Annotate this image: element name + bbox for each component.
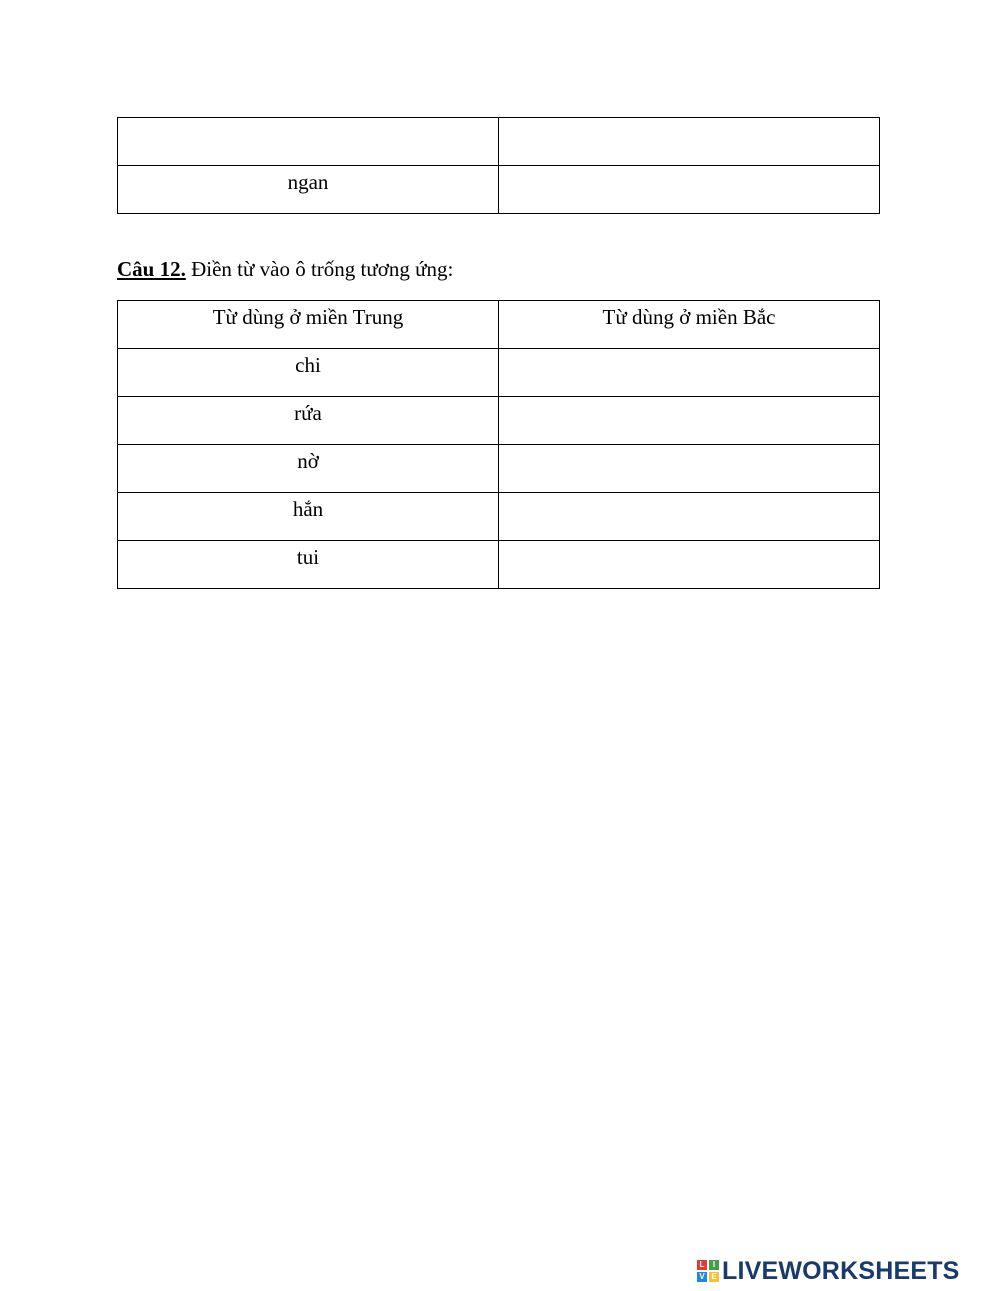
logo-wordmark: LIVEWORKSHEETS [722, 1257, 960, 1285]
logo-mark-letter: I [709, 1260, 719, 1270]
question-number: Câu 12. [117, 257, 186, 281]
top-answer-table [117, 117, 880, 214]
dialect-word-table [117, 300, 880, 589]
answer-cell[interactable] [499, 493, 880, 541]
table-row [118, 397, 880, 445]
table-row [118, 349, 880, 397]
table-row [118, 445, 880, 493]
logo-mark-letter: L [697, 1260, 707, 1270]
logo-mark-letter: E [709, 1272, 719, 1282]
question-prompt [117, 255, 453, 283]
question-text: Điền từ vào ô trống tương ứng: [185, 257, 454, 281]
logo-mark-icon [697, 1260, 719, 1282]
column-header-northern: Từ dùng ở miền Bắc [499, 301, 880, 349]
table-row [118, 541, 880, 589]
column-header-central: Từ dùng ở miền Trung [118, 301, 499, 349]
answer-cell[interactable] [499, 445, 880, 493]
liveworksheets-logo [697, 1256, 960, 1286]
answer-cell[interactable] [499, 118, 880, 166]
table-row [118, 166, 880, 214]
central-word-cell: chi [118, 349, 499, 397]
answer-cell[interactable] [499, 166, 880, 214]
table-row [118, 118, 880, 166]
central-word-cell: nờ [118, 445, 499, 493]
table-cell [118, 118, 499, 166]
table-row [118, 493, 880, 541]
answer-cell[interactable] [499, 397, 880, 445]
table-header-row [118, 301, 880, 349]
logo-mark-letter: V [697, 1272, 707, 1282]
answer-cell[interactable] [499, 541, 880, 589]
central-word-cell: tui [118, 541, 499, 589]
table-cell: ngan [118, 166, 499, 214]
answer-cell[interactable] [499, 349, 880, 397]
central-word-cell: hắn [118, 493, 499, 541]
central-word-cell: rứa [118, 397, 499, 445]
